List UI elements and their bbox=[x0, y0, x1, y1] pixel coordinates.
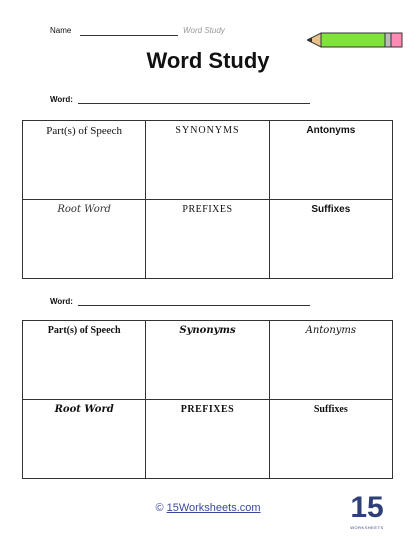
cell-parts-of-speech[interactable]: Part(s) of Speech bbox=[23, 121, 146, 200]
cell-prefixes[interactable]: PREFIXES bbox=[146, 400, 269, 479]
cell-synonyms[interactable]: Synonyms bbox=[146, 321, 269, 400]
word-grid-1 bbox=[22, 120, 393, 279]
cell-root-word[interactable]: Root Word bbox=[23, 400, 146, 479]
cell-synonyms[interactable]: SYNONYMS bbox=[146, 121, 269, 200]
page-title: Word Study bbox=[146, 48, 270, 73]
header-subtitle: Word Study bbox=[183, 26, 225, 35]
logo-text: WORKSHEETS bbox=[350, 525, 384, 530]
pencil-icon bbox=[307, 30, 403, 50]
word-label-1: Word: bbox=[50, 95, 73, 104]
footer-site[interactable]: 15Worksheets.com bbox=[166, 502, 261, 514]
word-grid-2 bbox=[22, 320, 393, 479]
cell-parts-of-speech[interactable]: Part(s) of Speech bbox=[23, 321, 146, 400]
15-worksheets-logo bbox=[350, 490, 384, 534]
cell-suffixes[interactable]: Suffixes bbox=[269, 400, 392, 479]
cell-antonyms[interactable]: Antonyms bbox=[269, 321, 392, 400]
cell-antonyms[interactable]: Antonyms bbox=[269, 121, 392, 200]
copyright-symbol: © bbox=[155, 502, 164, 514]
word-line-2[interactable] bbox=[78, 305, 310, 306]
cell-root-word[interactable]: Root Word bbox=[23, 200, 146, 279]
cell-prefixes[interactable]: PREFIXES bbox=[146, 200, 269, 279]
logo-number: 15 bbox=[350, 491, 384, 524]
word-label-2: Word: bbox=[50, 297, 73, 306]
cell-suffixes[interactable]: Suffixes bbox=[269, 200, 392, 279]
name-label: Name bbox=[50, 26, 72, 35]
name-line[interactable] bbox=[80, 35, 178, 36]
word-line-1[interactable] bbox=[78, 103, 310, 104]
